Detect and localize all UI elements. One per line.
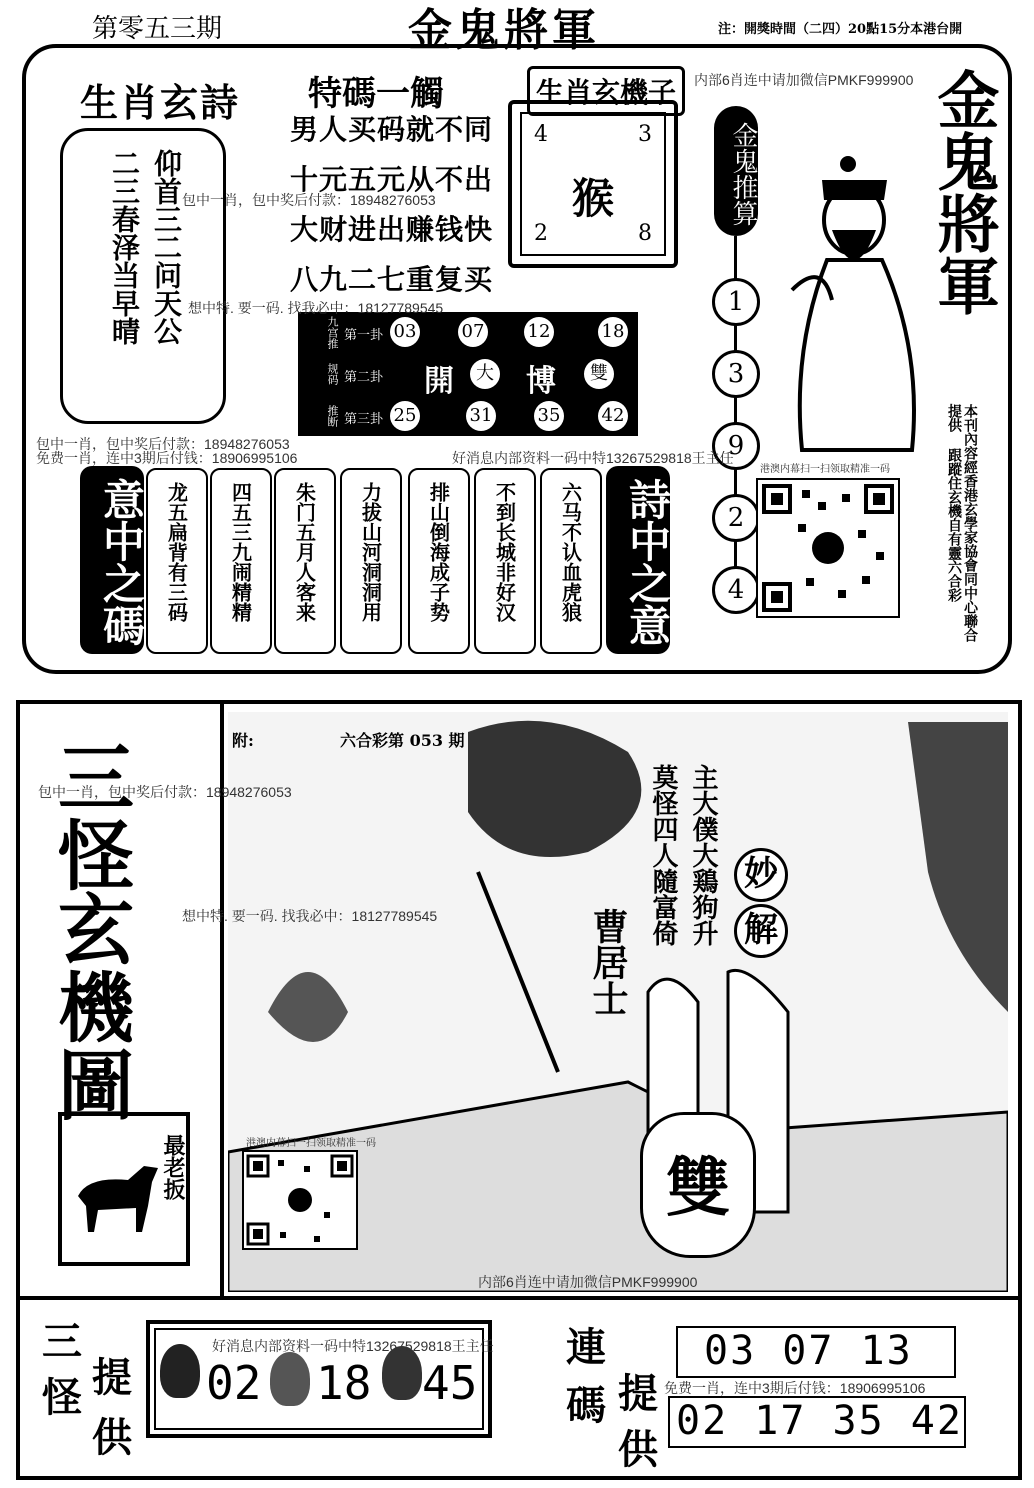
- box-corner-number: 3: [638, 122, 652, 147]
- banner-left: 意中之碼: [80, 466, 144, 654]
- jar: [640, 1112, 756, 1258]
- sanguai-title-char: 玄: [58, 886, 134, 975]
- issue-number: 第零五三期: [92, 14, 223, 44]
- number-ball: 42: [598, 401, 628, 431]
- qr-code-icon: [758, 480, 898, 616]
- row-gua: 第二卦: [344, 370, 384, 385]
- special-code-line: 八九二七重复买: [290, 263, 494, 296]
- calc-circle: 2: [712, 494, 760, 542]
- riddle-column-1: 主大僕大鶏狗升: [688, 764, 718, 946]
- poem-line: 不到长城非好汉: [492, 482, 517, 622]
- lianma-char: 提: [618, 1370, 658, 1417]
- masthead-title: 金鬼將軍: [408, 5, 600, 56]
- table-char: 開: [424, 364, 454, 399]
- row-label: 九宫推: [326, 315, 339, 349]
- goat-box: [58, 1112, 190, 1266]
- number-ball: 18: [598, 317, 628, 347]
- poem-line-box: [146, 468, 208, 654]
- poem-column-1: 仰首三二问天公: [150, 149, 183, 345]
- poem-column-2: 二三春泽当早晴: [108, 149, 141, 345]
- number-ball: 12: [524, 317, 554, 347]
- sanguai-supply-char: 怪: [42, 1374, 82, 1421]
- poem-line: 排山倒海成子势: [426, 482, 451, 622]
- general-figure-illustration: [772, 150, 932, 460]
- jie-circle: 解: [734, 904, 788, 958]
- row-gua: 第三卦: [344, 412, 384, 427]
- poem-line-box: [408, 468, 470, 654]
- lianma-row-box: [668, 1396, 966, 1448]
- qr-code[interactable]: [242, 1150, 358, 1250]
- lianma-char: 供: [618, 1426, 658, 1473]
- table-row: [298, 312, 638, 352]
- promo-note: 包中一肖，包中奖后付款：18948276053: [182, 192, 436, 208]
- draw-time-note: 注：開獎時間（二四）20點15分本港台開: [718, 22, 963, 37]
- table-row: [298, 354, 638, 399]
- riddle-column-2: 莫怪四人隨富倚: [648, 764, 678, 946]
- sanguai-number: 02: [206, 1356, 262, 1410]
- lianma-char: 碼: [566, 1382, 606, 1429]
- wechat-note: 内部6肖连中请加微信PMKF999900: [694, 72, 914, 88]
- sanguai-supply-char: 三: [42, 1318, 82, 1365]
- zodiac-box-inner: [520, 112, 666, 256]
- lianma-row-2: 02 17 35 42: [676, 1398, 963, 1444]
- author-name: 曹居士: [587, 908, 629, 1016]
- poem-line: 朱门五月人客来: [292, 482, 317, 622]
- promo-note: 包中一肖，包中奖后付款：18948276053: [36, 436, 290, 452]
- promo-note: 包中一肖，包中奖后付款：18948276053: [38, 784, 292, 800]
- special-code-line: 十元五元从不出: [290, 163, 494, 196]
- calc-pill: 金鬼推算: [714, 106, 758, 236]
- publisher-side-text: 本刊內容經香港玄學家協會同中心聯合提供 跟蹤住玄機自有靈六合彩: [946, 404, 978, 642]
- poem-line-box: [540, 468, 602, 654]
- qr-caption: 港澳内幕扫一扫领取精准一码: [246, 1138, 376, 1149]
- jar-char: 雙: [666, 1151, 730, 1226]
- number-ball: 大: [470, 359, 500, 389]
- poem-line-box: [274, 468, 336, 654]
- promo-note: 想中特. 要一码. 找我必中：18127789545: [182, 908, 438, 924]
- box-corner-number: 4: [534, 122, 548, 147]
- promo-note: 好消息内部资料一码中特13267529818王主任: [452, 450, 734, 466]
- sanguai-number: 18: [316, 1356, 372, 1410]
- row-gua: 第一卦: [344, 328, 384, 343]
- attach-label: 附:: [232, 731, 254, 750]
- zodiac-box: [508, 100, 678, 268]
- poem-line: 六马不认血虎狼: [558, 482, 583, 622]
- monster-face-icon: [270, 1352, 310, 1406]
- divination-table: [298, 312, 638, 436]
- qr-code-icon: [244, 1152, 356, 1248]
- lianma-char: 連: [566, 1324, 606, 1371]
- lianma-row-box: [676, 1326, 956, 1378]
- zodiac-animal: 猴: [571, 174, 614, 223]
- calc-circle: 1: [712, 278, 760, 326]
- sanguai-title-char: 三: [58, 734, 134, 823]
- qr-code[interactable]: [756, 478, 900, 618]
- calc-circle: 9: [712, 422, 760, 470]
- calc-circle: 4: [712, 566, 760, 614]
- promo-note: 免费一肖，连中3期后付钱：18906995106: [664, 1380, 926, 1396]
- lianma-row-1: 03 07 13: [704, 1328, 913, 1374]
- poem-scroll: [60, 128, 226, 424]
- sanguai-title-char: 圖: [58, 1042, 134, 1131]
- poem-line: 四五三九闹精精: [228, 482, 253, 622]
- number-ball: 25: [390, 401, 420, 431]
- qr-caption: 港澳内幕扫一扫领取精准一码: [760, 464, 890, 475]
- row-label: 推断: [326, 405, 339, 427]
- number-ball: 31: [466, 401, 496, 431]
- banner-right: 詩中之意: [606, 466, 670, 654]
- poem-line-box: [210, 468, 272, 654]
- promo-note: 好消息内部资料一码中特13267529818王主任: [212, 1338, 494, 1354]
- table-char: 博: [526, 364, 556, 399]
- number-ball: 03: [390, 317, 420, 347]
- sanguai-title-char: 機: [58, 964, 134, 1053]
- number-ball: 雙: [584, 359, 614, 389]
- special-code-line: 男人买码就不同: [290, 113, 494, 146]
- lottery-issue: 六合彩第 053 期: [340, 731, 465, 750]
- poem-line: 龙五扁背有三码: [164, 482, 189, 622]
- number-ball: 07: [458, 317, 488, 347]
- general-logo: 金鬼將軍: [927, 68, 1000, 316]
- special-code-title: 特碼一觸: [308, 74, 444, 114]
- box-corner-number: 2: [534, 221, 548, 246]
- wechat-note: 内部6肖连中请加微信PMKF999900: [478, 1274, 698, 1290]
- monster-face-icon: [160, 1344, 200, 1398]
- special-code-line: 大财进出赚钱快: [290, 213, 494, 246]
- miao-circle: 妙: [734, 848, 788, 902]
- poem-line-box: [340, 468, 402, 654]
- goat-icon: [68, 1146, 168, 1236]
- calc-circle: 3: [712, 350, 760, 398]
- zodiac-poem-title: 生肖玄詩: [80, 80, 241, 125]
- sanguai-title-char: 怪: [58, 812, 134, 901]
- promo-note: 想中特. 要一码. 找我必中：18127789545: [188, 300, 444, 316]
- box-corner-number: 8: [638, 221, 652, 246]
- goat-caption: 最老扳: [160, 1134, 186, 1200]
- zodiac-box-title: 生肖玄機子: [527, 66, 685, 116]
- sanguai-supply-char: 提: [92, 1354, 132, 1401]
- table-row: [298, 396, 638, 436]
- number-ball: 35: [534, 401, 564, 431]
- row-label: 规码: [326, 363, 339, 385]
- poem-line-box: [474, 468, 536, 654]
- footer-separator: [16, 1296, 1022, 1300]
- poem-line: 力拔山河洞洞用: [358, 482, 383, 622]
- sanguai-supply-char: 供: [92, 1414, 132, 1461]
- sanguai-number: 45: [422, 1356, 478, 1410]
- promo-note: 免费一肖，连中3期后付钱：18906995106: [36, 450, 298, 466]
